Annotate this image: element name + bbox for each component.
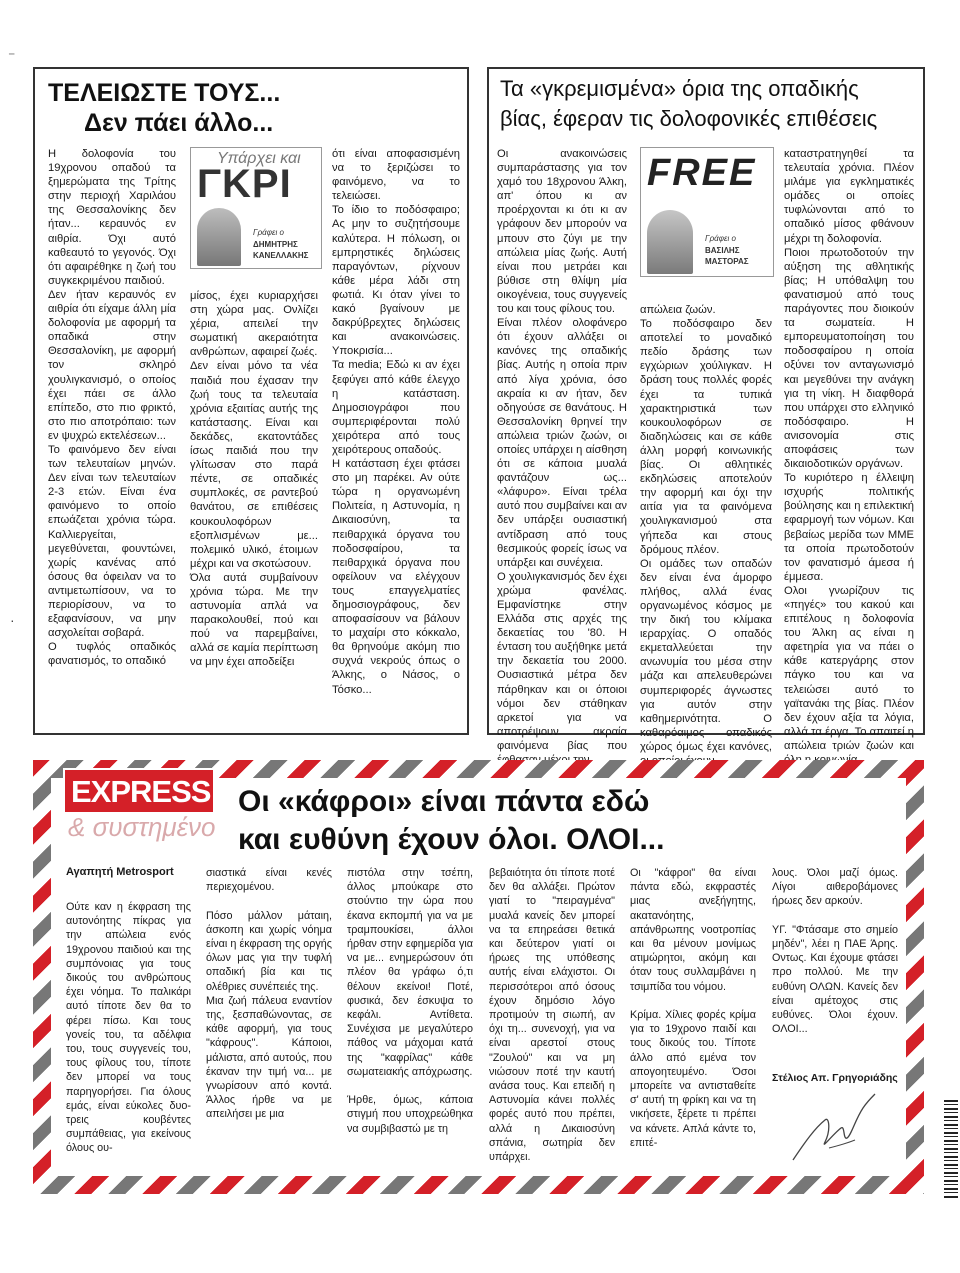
- column-badge-big-label: ΓΚΡΙ: [197, 162, 292, 206]
- article-3-column-4: βεβαιότητα ότι τίποτε ποτέ δεν θα αλλάξει. Πρώτον γιατί το "πειραγμένα" μυαλά κανείς δεν μπορεί να τα επηρεάσει θετικά και δεύτερον γιατί οι ήρωες της υπόθεσης αυτής είναι ελάχιστοι. Οι περισσότεροι από όσους έχουν δημόσιο λόγο προτιμούν τη σιωπή, αν όχι τη... συνενοχή, για να είναι αρεστοί στους "Ζουλού" και να μη νιώσουν ποτέ την καυτή ανάσα τους. Και επειδή η Αστυνομία κάνει πολλές φορές αυτό που πρέπει, αλλά η Δικαιοσύνη σπάνια, σωτηρία δεν υπάρχει.: [489, 867, 615, 1164]
- author-photo: [197, 208, 241, 266]
- article-1-column-3: ότι είναι αποφασισμένη να το ξεριζώσει το φαινόμενο, να το τελειώσει. Το ίδιο το ποδόσφαιρο; Ας μην το συζητήσουμε καλύτερα. Η πόλωση, οι εμπρηστικές δηλώσεις παραγόντων, ρίχνουν κάθε μέρα λάδι στη φωτιά. Κι όταν γίνει το κακό βγαίνουν με δακρύβρεχτες δηλώσεις και ανακοινώσεις. Υποκρισία... Τα media; Εδώ κι αν έχει ξεφύγει από κάθε έλεγχο η κατάσταση. Δημοσιογράφοι που συμπεριφέρονται πολύ χειρότερα από τους χειρότερους οπαδούς. Η κατάσταση έχει φτάσει στο μη παρέκει. Αν ούτε τώρα η οργανωμένη Πολιτεία, η Αστυνομία, η Δικαιοσύνη, τα πειθαρχικά όργανα του ποδοσφαίρου, τα πειθαρχικά όργανα που οφείλουν να ελέγχουν τους επαγγελματίες δημοσιογράφους, δεν αποφασίσουν να βάλουν το μαχαίρι στο κόκκαλο, θα θρηνούμε ακόμη πιο συχνά νεκρούς όπως ο Άλκης, ο Νάσος, ο Τόσκο...: [332, 148, 460, 696]
- column-badge-free-label: FREE: [647, 152, 757, 194]
- margin-mark-top: ⁻: [8, 48, 16, 64]
- article-2-title-line-2: βίας, έφεραν τις δολοφονικές επιθέσεις: [500, 106, 878, 131]
- letter-signature-name: Στέλιος Απ. Γρηγοριάδης: [772, 1072, 898, 1084]
- margin-mark-left: ·: [10, 612, 15, 628]
- column-badge-free: [640, 147, 774, 277]
- article-1-title-line-1: ΤΕΛΕΙΩΣΤΕ ΤΟΥΣ...: [48, 79, 281, 107]
- right-edge-barcode: [944, 1100, 958, 1200]
- article-3-column-5: Οι "κάφροι" θα είναι πάντα εδώ, εκφραστές μιας ανεξήγητης, ακατανόητης, απάνθρωπης νοοτροπίας και θα μένουν μονίμως ατιμώρητοι, ακόμη και όταν τους συλλαμβάνει η τσιμπίδα του νόμου. Κρίμα. Χίλιες φορές κρίμα για το 19χρονο παιδί και τους δικούς του. Τίποτε άλλο από εμένα τον απογοητευμένο. Όσοι μπορείτε να αντισταθείτε σ' αυτή τη φρίκη και να τη νικήσετε, ξέρετε τι πρέπει να κάνετε. Απλά κάντε το, επιτέ-: [630, 867, 756, 1149]
- handwritten-signature-icon: [785, 1090, 885, 1166]
- byline-author-first: ΔΗΜΗΤΡΗΣ: [253, 240, 298, 249]
- article-3-title-line-2: και ευθύνη έχουν όλοι. ΟΛΟΙ...: [238, 823, 665, 856]
- article-2-column-1: Οι ανακοινώσεις συμπαράστασης για τον χαμό του 18χρονου Άλκη, απ' όπου κι αν προέρχονται κι ότι κι αν γράφουν δεν μπορούν να μπουν στο ζύγι με την απώλεια μίας ζωής. Αυτή είναι που μετράει και βύθισε στη θλίψη μία οικογένεια, τους συγγενείς του και τους φίλους του. Είναι πλέον ολοφάνερο ότι έχουν αλλάξει οι κανόνες της οπαδικής βίας. Αυτής η οποία πριν από λίγα χρόνια, όσο ακραία κι αν ήταν, δεν οδηγούσε σε θανάτους. Η Θεσσαλονίκη θρηνεί την απώλεια τριών ζωών, οι οποίες υπάρχει η αίσθηση ότι σε κάποια μυαλά φαντάζουν ως... «λάφυρο». Είναι τρέλα αυτό που συμβαίνει και αν δεν υπάρξει ουσιαστική αντίδραση από τους θεσμικούς φορείς ίσως να υπάρξει και συνέχεια. Ο χουλιγκανισμός δεν έχει χρώμα φανέλας. Εμφανίστηκε στην Ελλάδα στις αρχές της δεκαετίας του '80. Η ένταση του αυξήθηκε μετά την δεκαετία του 2000. Ουσιαστικά μέτρα δεν πάρθηκαν και οι όποιοι νόμοι δεν στάθηκαν αρκετοί για να αποτρέψουν ακραία φαινόμενα βίας που: [497, 148, 627, 752]
- express-logo-subtitle: & συστημένο: [68, 812, 216, 842]
- article-3-column-6: λους. Όλοι μαζί όμως. Λίγοι αιθεροβάμονες ήρωες δεν αρκούν. ΥΓ. "Φτάσαμε στο σημείο μηδέν", λέει η ΠΑΕ Άρης. Οντως. Και έχουμε φτάσει προ πολλού. Με την ευθύνη ΟΛΩΝ. Κανείς δεν είναι αμέτοχος στις ευθύνες. Όλοι έχουν. ΟΛΟΙ...: [772, 867, 898, 1036]
- column-badge-gkri: [190, 147, 322, 269]
- article-3-column-1: Ούτε καν η έκφραση της αυτονόητης πίκρας για την απώλεια ενός 19χρονου παιδιού και της συμπόνοιας για τους δικούς του ανθρώπους έχει νόημα. Το παλικάρι αυτό τίποτε δεν θα το φέρει πίσω. Και τους γονείς του, τα αδέλφια του, τους συγγενείς του, τους φίλους του, τίποτε δεν μπορεί να τους παρηγορήσει. Για όλους εμάς, είναι εύκολες δυο-τρεις κουβέντες συμπάθειας, για εκείνους όλους ου-: [66, 901, 191, 1155]
- byline-author-last: ΜΑΣΤΟΡΑΣ: [705, 257, 749, 266]
- express-logo: [63, 768, 215, 814]
- author-photo: [647, 210, 693, 274]
- letter-salutation: Αγαπητή Metrosport: [66, 866, 174, 878]
- article-1-column-1: Η δολοφονία του 19χρονου οπαδού τα ξημερώματα της Τρίτης στην περιοχή Χαριλάου της Θεσσαλονίκης δεν ήταν... κεραυνός εν αιθρία. Όχι αυτό καθεαυτό το γεγονός. Όχι ότι αφαιρέθηκε η ζωή του συγκεκριμένου παιδιού. Δεν ήταν κεραυνός εν αιθρία ότι είχαμε άλλη μία δολοφονία με αφορμή τα οπαδικά στην Θεσσαλονίκη, με αφορμή τον σκληρό χουλιγκανισμό, ο οποίος έχει πάει σε άλλο επίπεδο, στο πιο φρικτό, στο πιο αποτρόπαιο: των εν ψυχρώ εκτελέσεων... Το φαινόμενο δεν είναι των τελευταίων μηνών. Δεν είναι των τελευταίων 2-3 ετών. Είναι ένα φαινόμενο το οποίο επωάζεται χρόνια τώρα. Καλλιεργείται, μεγεθύνεται, φουντώνει, χωρίς κανένας από όσους θα όφειλαν να το αντιμετωπίσουν, να το περιορίσουν, να το εξαφανίσουν, να μην ασχολείται σοβαρά. Ο τυφλός οπαδικός φανατισμός, το οπαδικό: [48, 148, 176, 668]
- byline-author-last: ΚΑΝΕΛΛΑΚΗΣ: [253, 251, 309, 260]
- express-logo-text: EXPRESS: [71, 774, 211, 809]
- article-1-title-line-2: Δεν πάει άλλο...: [84, 109, 274, 137]
- byline-prefix: Γράφει ο: [253, 228, 284, 237]
- byline-prefix: Γράφει ο: [705, 234, 736, 243]
- column-badge-small-label: Υπάρχει και: [217, 150, 301, 167]
- byline-author-first: ΒΑΣΙΛΗΣ: [705, 246, 740, 255]
- article-2-title-line-1: Τα «γκρεμισμένα» όρια της οπαδικής: [500, 76, 859, 101]
- article-2-column-3: καταστρατηγηθεί τα τελευταία χρόνια. Πλέον μιλάμε για εγκληματικές ομάδες οι οποίες τυφλώνονται από το οπαδικό μίσος φθάνουν μέχρι τη δολοφονία. Ποιοι πρωτοδοτούν την αύξηση της αθλητικής βίας; Η υπόθαλψη του φανατισμού από τους παράγοντες που διοικούν τα σωματεία. Η εμπορευματοποίηση του ποδοσφαίρου η οποία οξύνει τον ανταγωνισμό και μεγεθύνει την ανάγκη για τη νίκη. Η διαφθορά που υπάρχει στο ελληνικό ποδόσφαιρο. Η ανισονομία στις αποφάσεις των δικαιοδοτικών οργάνων. Το κυριότερο η έλλειψη ισχυρής πολιτικής βούλησης και η επιλεκτική εφαρμογή των νόμων. Και βεβαίως μερίδα των ΜΜΕ τα οποία πρωτοδοτούν τον φανατισμό άμεσα ή έμμεσα. Ολοι γνωρίζουν τις «πηγές» του κακού και επιτέλους η δολοφονία του Άλκη ας είναι η αφετηρία για να πάει ο κάθε κατεργάρης στον πάγκο του και να τελειώσει αυτό το γαϊτανάκι της βίας. Πλέον δεν έχουν αξία τα λόγια, αλλά τα έργα. Το απαιτεί η απώλεια τριών ζωών και: [784, 148, 914, 752]
- article-3-column-3: πιστόλα στην τσέπη, άλλος μπούκαρε στο στούντιο την ώρα που έκανα εκπομπή για να με τραμπουκίσει, άλλοι ήρθαν στην εφημερίδα για να με... ενημερώσουν ότι πλέον θα γράφω ό,τι θέλουν εκείνοι! Ποτέ, φυσικά, δεν έσκυψα το κεφάλι. Αντίθετα. Συνέχισα με μεγαλύτερο πάθος να μάχομαι κατά της "καφρίλας" κάθε σωματειακής απόχρωσης. Ήρθε, όμως, κάποια στιγμή που υποχρεώθηκα να συμβιβαστώ με τη: [347, 867, 473, 1135]
- article-3-title-line-1: Οι «κάφροι» είναι πάντα εδώ: [238, 785, 650, 818]
- article-3-column-2: σιαστικά είναι κενές περιεχομένου. Πόσο μάλλον μάταιη, άσκοπη και χωρίς νόημα είναι η έκφραση της οργής όλων μας για την τυφλή οπαδική βία και τις ολέθριες συνέπειές της. Μια ζωή πάλευα εναντίον της, ξεσπαθώνοντας, σε κάθε αφορμή, για τους "κάφρους". Κάποιοι, μάλιστα, από αυτούς, που έκαναν την τιμή να... με γνωρίσουν από κοντά. Άλλος ήρθε να με απειλήσει με μια: [206, 867, 332, 1121]
- article-1-column-2: μίσος, έχει κυριαρχήσει στη χώρα μας. Ονλίζει χέρια, απειλεί την σωματική ακεραιότητα ανθρώπων, αφαιρεί ζωές. Δεν είναι μόνο τα νέα παιδιά που έχασαν την ζωή τους τα τελευταία χρόνια εξαιτίας αυτής της κατάστασης. Είναι και δεκάδες, εκατοντάδες ίσως παιδιά που την γλίτωσαν στο παρά πέντε, σε οπαδικές συμπλοκές, σε ραντεβού θανάτου, σε επιθέσεις κουκουλοφόρων εξοπλισμένων με... πολεμικό υλικό, έτοιμων μέχρι και να σκοτώσουν. Όλα αυτά συμβαίνουν χρόνια τώρα. Με την αστυνομία απλά να παρακολουθεί, πού και πού να παρεμβαίνει, αλλά σε καμία περίπτωση να μην έχει αποδείξει: [190, 290, 318, 669]
- article-2-column-2: απώλεια ζωών. Το ποδόσφαιρο δεν αποτελεί το μοναδικό πεδίο δράσης των εγχώριων χούλιγκαν. Η δράση τους πολλές φορές έχει τα τυπικά χαρακτηριστικά των κουκουλοφόρων σε διαδηλώσεις και σε κάθε άλλη μορφή κοινωνικής βίας. Οι αθλητικές εκδηλώσεις αποτελούν την αφορμή και όχι την αιτία για τα φαινόμενα χουλιγκανισμού στα γήπεδα και στους δρόμους πλέον. Οι ομάδες των οπαδών δεν είναι ένα άμορφο πλήθος, αλλά ένας οργανωμένος κόσμος με την δική του κλίμακα ιεραρχίας. Ο οπαδός εκμεταλλεύεται την ανωνυμία του μέσα στην μάζα και απελευθερώνει συμπεριφορές άγνωστες για αυτόν στην καθημερινότητα. Ο καθαρόαιμος οπαδικός χώρος όμως έχει κανόνες,: [640, 304, 772, 753]
